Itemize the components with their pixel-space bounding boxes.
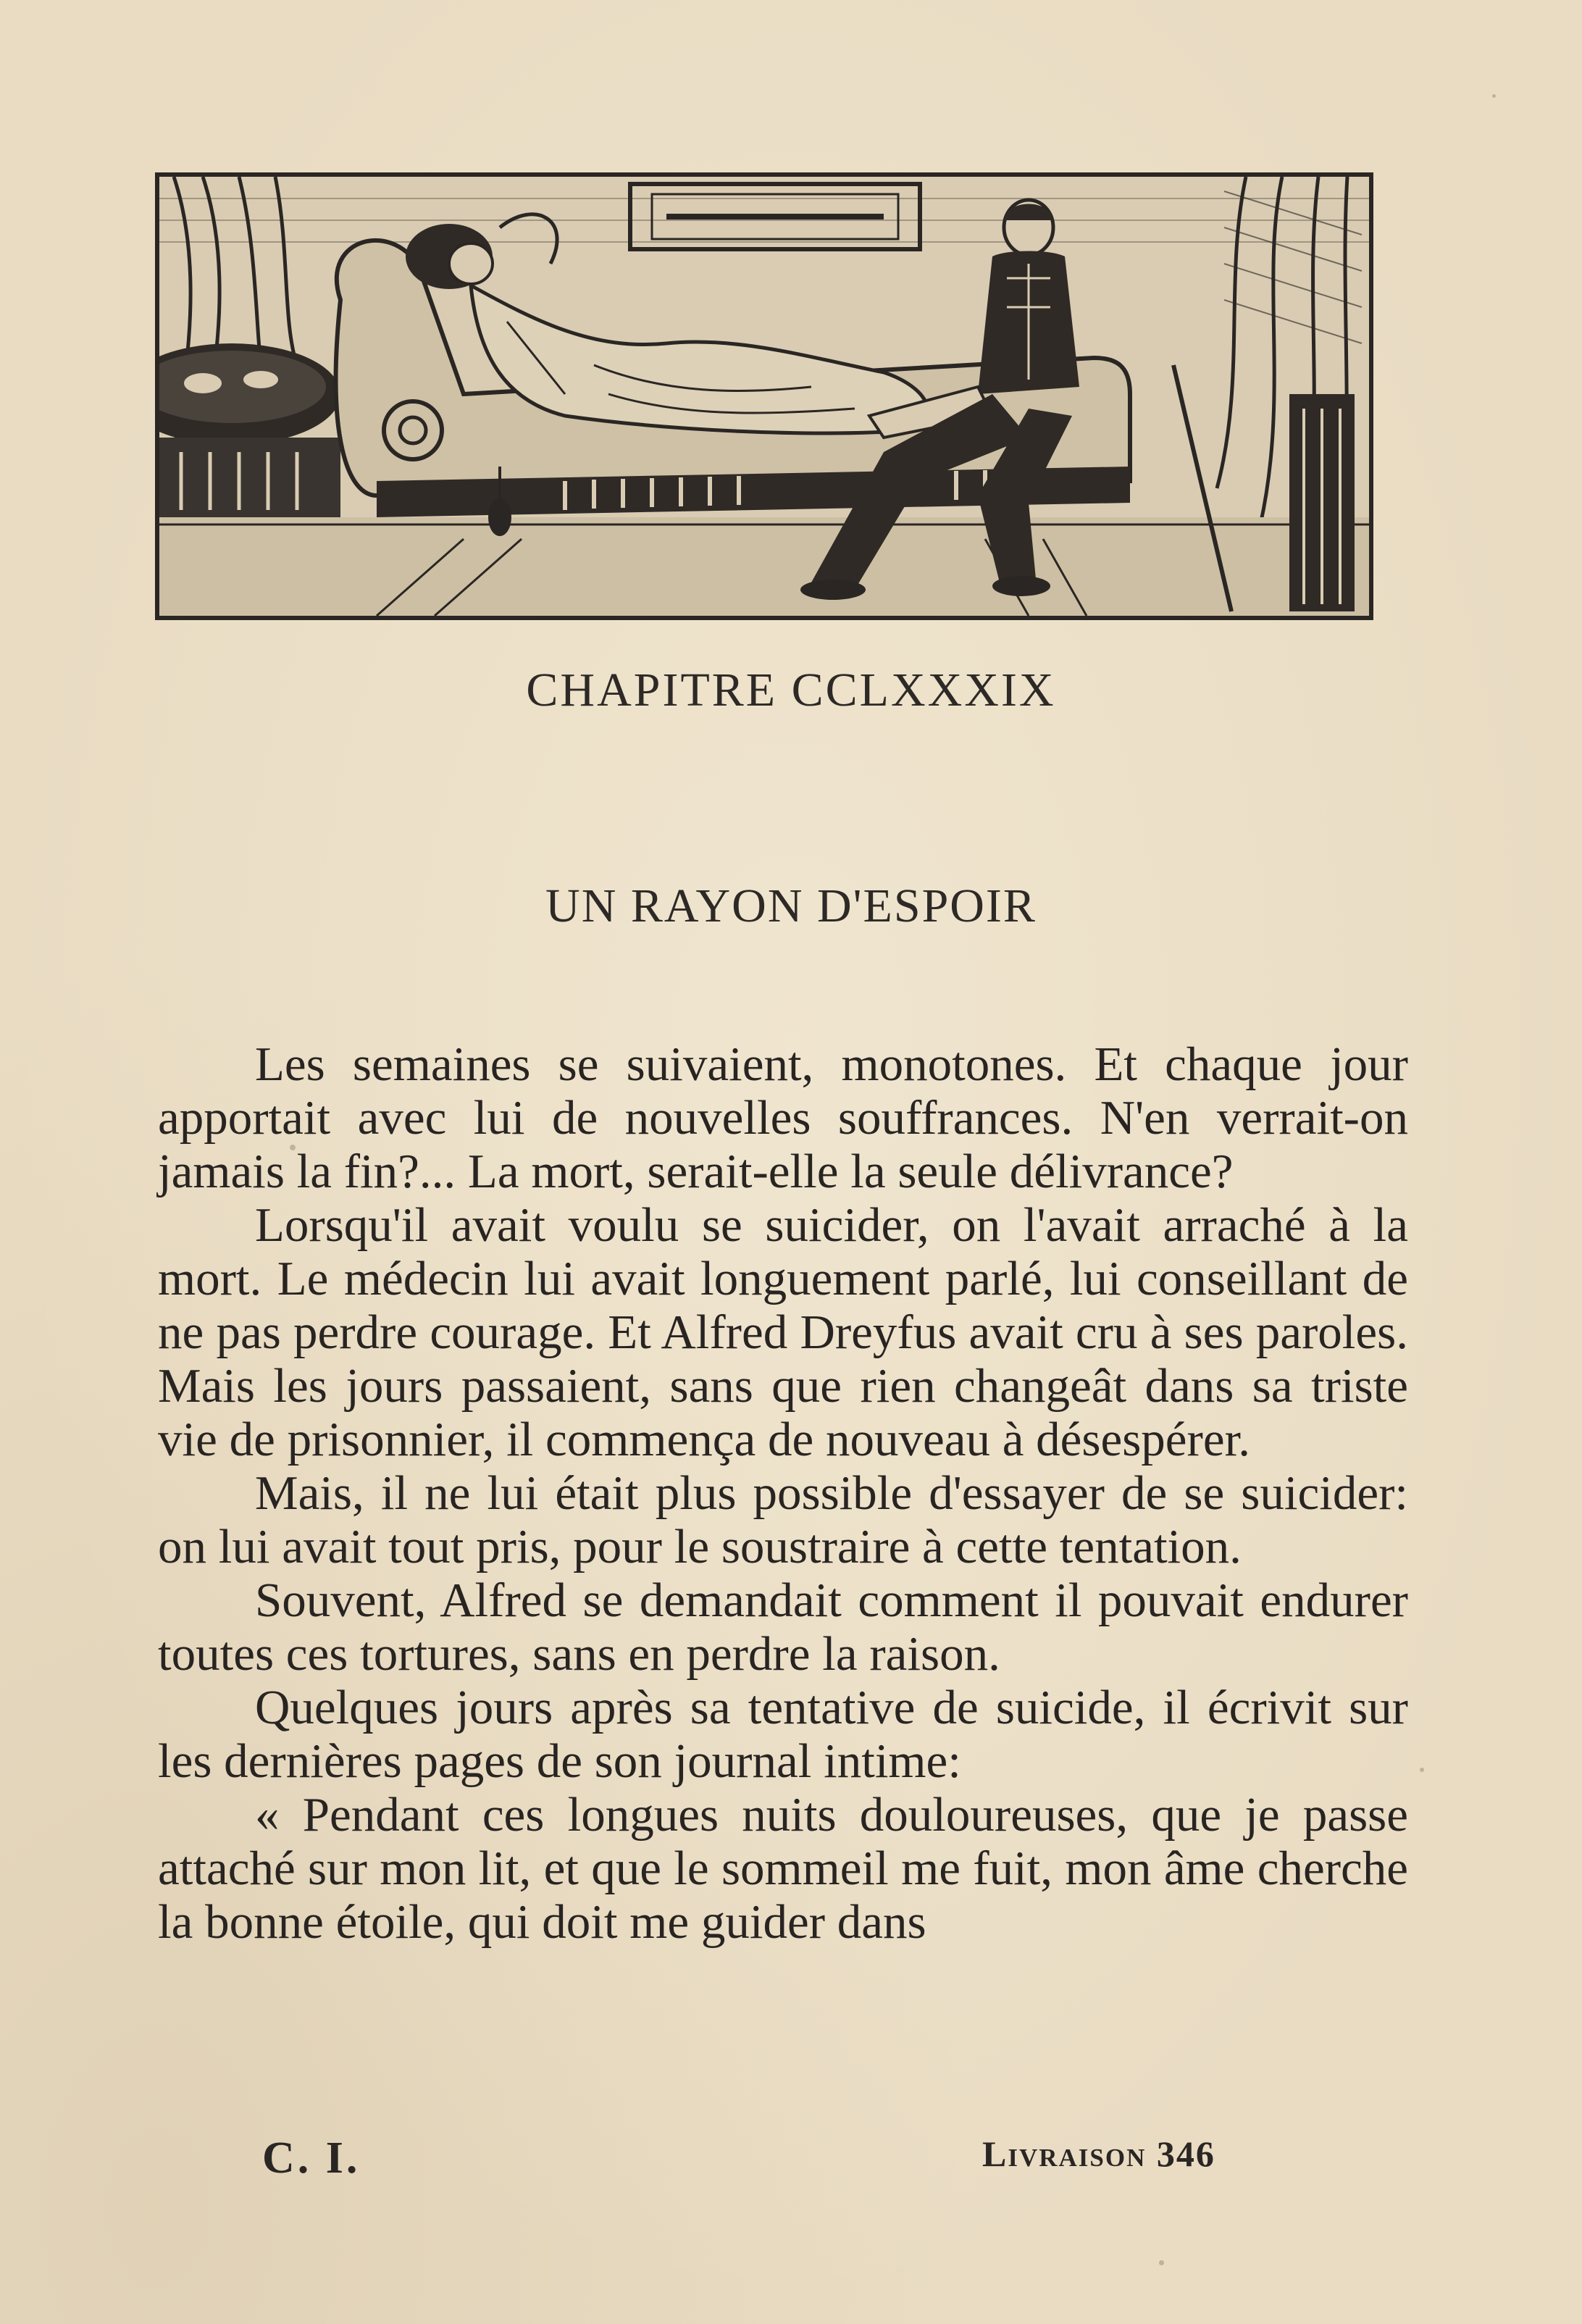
paper-spot (1420, 1768, 1424, 1772)
paragraph: Mais, il ne lui était plus possible d'essayer de se suicider: on lui avait tout pris, pour le soustraire à cette tentation. (158, 1466, 1408, 1573)
engraving-illustration (155, 172, 1373, 620)
paragraph: Lorsqu'il avait voulu se suicider, on l'avait arraché à la mort. Le médecin lui avait longuement parlé, lui conseillant de ne pas perdre courage. Et Alfred Dreyfus avait cru à ses paroles. Mais les jours passaient, sans que rien changeât dans sa triste vie de prisonnier, il commença de nouveau à désespérer. (158, 1198, 1408, 1466)
engraving-icon (159, 177, 1369, 616)
paper-spot (1159, 2260, 1164, 2265)
paper-spot (290, 1145, 296, 1150)
paragraph: Quelques jours après sa tentative de suicide, il écrivit sur les dernières pages de son journal intime: (158, 1681, 1408, 1788)
chapter-heading: CHAPITRE CCLXXXIX (526, 664, 1056, 716)
paragraph: Souvent, Alfred se demandait comment il pouvait endurer toutes ces tortures, sans en perdre la raison. (158, 1573, 1408, 1681)
page-footer (0, 2133, 1582, 2191)
paper-spot (1492, 94, 1496, 98)
livraison-number: Livraison 346 (982, 2133, 1215, 2174)
paragraph: « Pendant ces longues nuits douloureuses, que je passe attaché sur mon lit, et que le sommeil me fuit, mon âme cherche la bonne étoile, qui doit me guider dans (158, 1788, 1408, 1949)
signature-mark: C. I. (262, 2133, 361, 2183)
body-text (158, 1037, 1408, 1949)
paragraph: Les semaines se suivaient, monotones. Et chaque jour apportait avec lui de nouvelles souffrances. N'en verrait-on jamais la fin?... La mort, serait-elle la seule délivrance? (158, 1037, 1408, 1198)
chapter-title: UN RAYON D'ESPOIR (545, 879, 1037, 932)
